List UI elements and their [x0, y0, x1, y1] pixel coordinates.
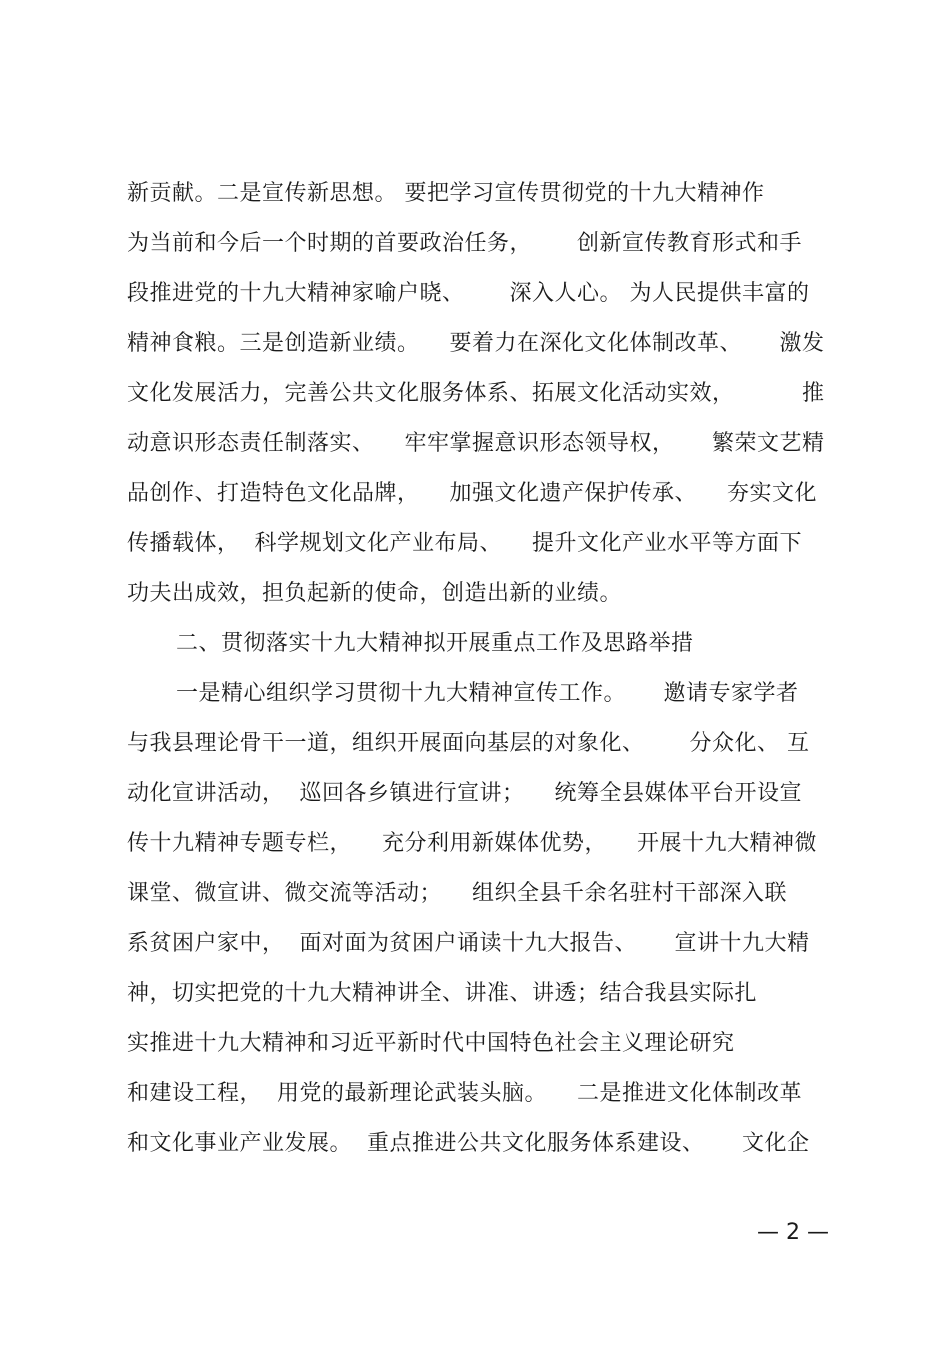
body-line-14: 传十九精神专题专栏， 充分利用新媒体优势， 开展十九大精神微: [127, 831, 817, 856]
body-line-12: 与我县理论骨干一道，组织开展面向基层的对象化、 分众化、 互: [127, 731, 810, 756]
body-line-2: 为当前和今后一个时期的首要政治任务， 创新宣传教育形式和手: [127, 231, 802, 256]
body-line-8: 传播载体， 科学规划文化产业布局、 提升文化产业水平等方面下: [127, 531, 802, 556]
body-line-18: 实推进十九大精神和习近平新时代中国特色社会主义理论研究: [127, 1031, 735, 1056]
body-line-4: 精神食粮。三是创造新业绩。 要着力在深化文化体制改革、 激发: [127, 331, 825, 356]
body-line-9: 功夫出成效，担负起新的使命，创造出新的业绩。: [127, 581, 623, 606]
body-line-7: 品创作、打造特色文化品牌， 加强文化遗产保护传承、 夯实文化: [127, 481, 817, 506]
body-line-17: 神，切实把党的十九大精神讲全、讲准、讲透；结合我县实际扎: [127, 981, 758, 1006]
body-line-19: 和建设工程， 用党的最新理论武装头脑。 二是推进文化体制改革: [127, 1081, 802, 1106]
body-line-5: 文化发展活力，完善公共文化服务体系、拓展文化活动实效， 推: [127, 381, 825, 406]
body-line-6: 动意识形态责任制落实、 牢牢掌握意识形态领导权， 繁荣文艺精: [127, 431, 825, 456]
body-line-1: 新贡献。二是宣传新思想。 要把学习宣传贯彻党的十九大精神作: [127, 181, 765, 206]
body-line-16: 系贫困户家中， 面对面为贫困户诵读十九大报告、 宣讲十九大精: [127, 931, 810, 956]
body-line-20: 和文化事业产业发展。 重点推进公共文化服务体系建设、 文化企: [127, 1131, 810, 1156]
body-line-3: 段推进党的十九大精神家喻户晓、 深入人心。 为人民提供丰富的: [127, 281, 810, 306]
body-line-15: 课堂、微宣讲、微交流等活动； 组织全县千余名驻村干部深入联: [127, 881, 787, 906]
page-number: — 2 —: [757, 1220, 829, 1245]
body-line-13: 动化宣讲活动， 巡回各乡镇进行宣讲； 统筹全县媒体平台开设宣: [127, 781, 802, 806]
section-heading: 二、贯彻落实十九大精神拟开展重点工作及思路举措: [176, 631, 694, 656]
body-line-11: 一是精心组织学习贯彻十九大精神宣传工作。 邀请专家学者: [176, 681, 799, 706]
